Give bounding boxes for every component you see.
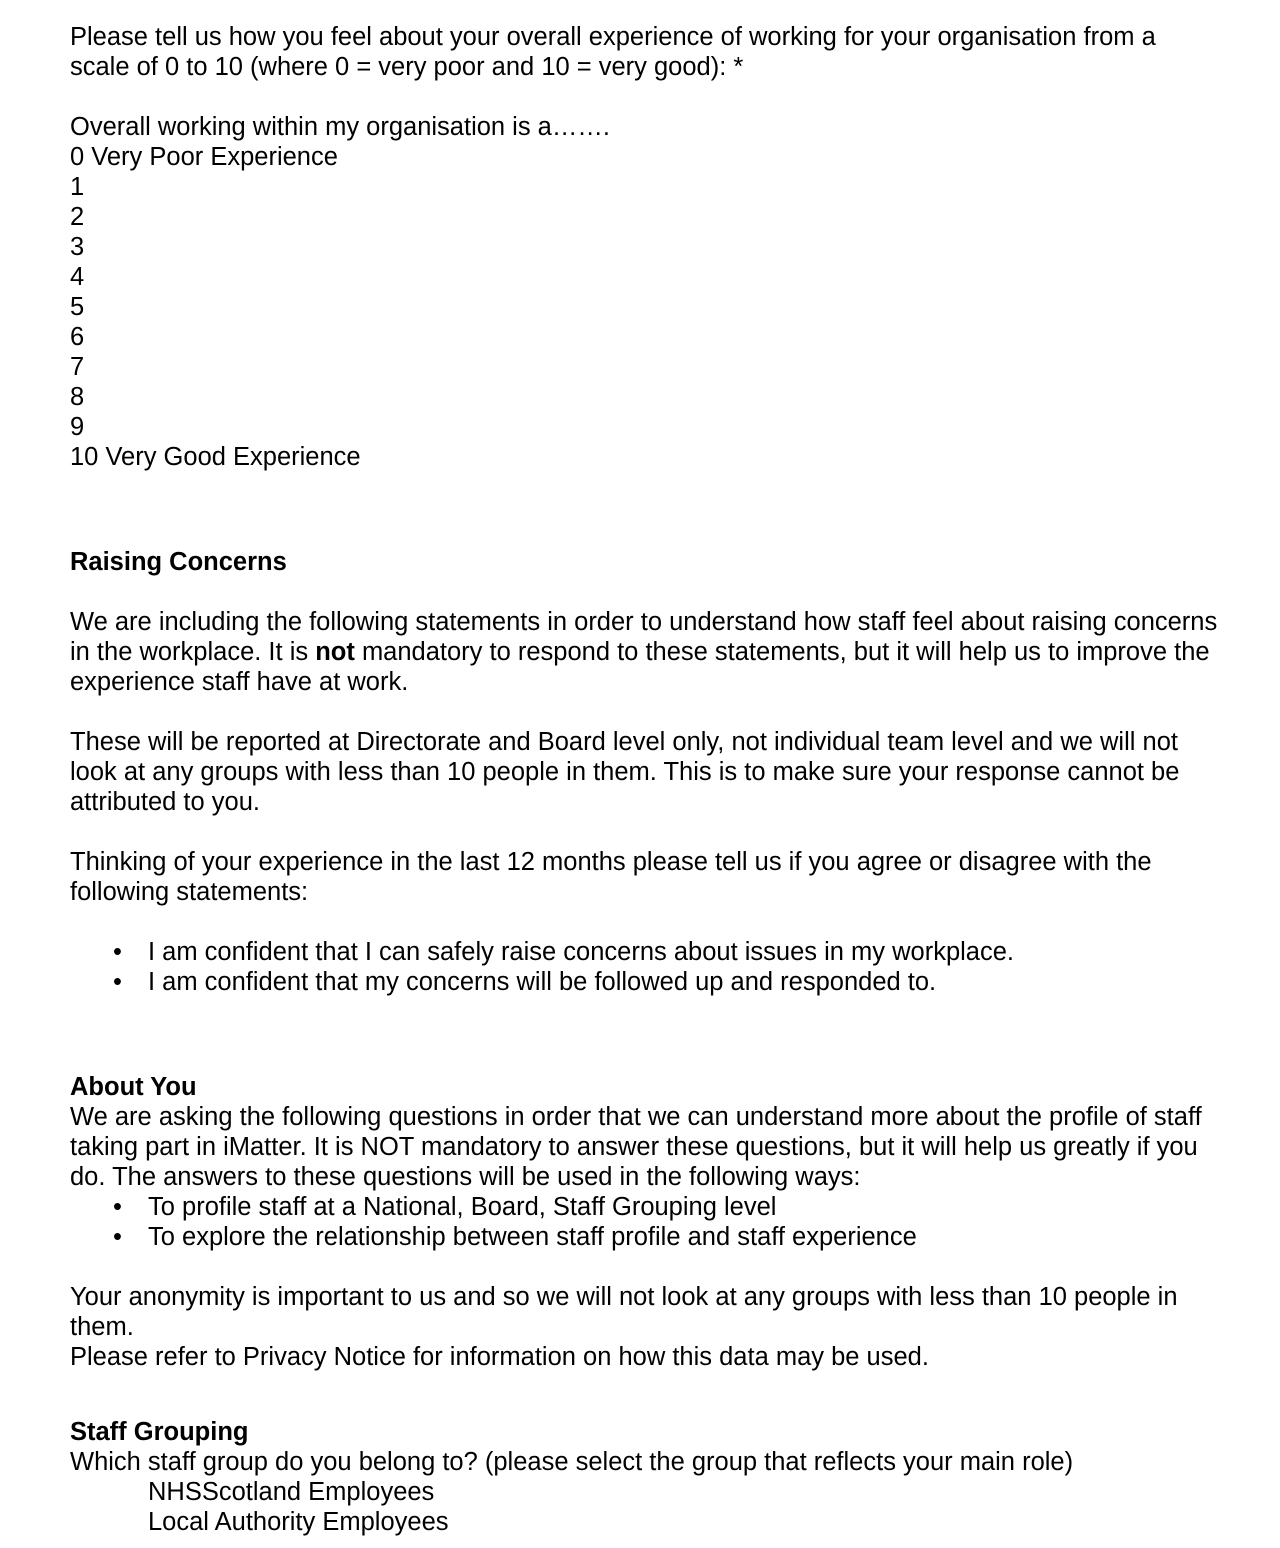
spacer [70,817,1218,847]
about-you-use-1: To profile staff at a National, Board, Staff Grouping level [148,1193,777,1221]
spacer [70,907,1218,937]
list-item [70,1222,1218,1252]
spacer [70,472,1218,502]
spacer [70,577,1218,607]
spacer [70,1372,1218,1402]
spacer [70,1402,1218,1417]
spacer [70,502,1218,532]
overall-experience-stem: Overall working within my organisation is a……. [70,113,610,141]
scale-option-7[interactable]: 7 [70,353,85,381]
about-you-heading: About You [70,1073,197,1101]
staff-grouping-option-local-authority[interactable]: Local Authority Employees [148,1508,449,1536]
section-overall-experience [70,22,1218,472]
raising-concerns-intro-part1: We are including the following statements in order to understand how staff feel about raising concerns in the workplace. It is [70,608,1218,666]
scale-option-5[interactable]: 5 [70,293,85,321]
scale-option-1[interactable]: 1 [70,173,85,201]
list-item [70,937,1218,967]
spacer [70,82,1218,112]
scale-option-list [70,142,1218,472]
scale-option-3[interactable]: 3 [70,233,85,261]
staff-grouping-option-nhsscotland[interactable]: NHSScotland Employees [148,1478,435,1506]
scale-option-10[interactable]: 10 Very Good Experience [70,443,361,471]
section-about-you [70,1072,1218,1372]
about-you-anonymity: Your anonymity is important to us and so we will not look at any groups with less than 10 people in them. [70,1283,1178,1341]
raising-concerns-intro [70,607,1218,697]
bullet-icon: • [113,1193,122,1221]
scale-option-9[interactable]: 9 [70,413,85,441]
about-you-privacy-notice: Please refer to Privacy Notice for information on how this data may be used. [70,1343,929,1371]
spacer [70,1252,1218,1282]
bullet-icon: • [113,968,122,996]
raising-concerns-heading: Raising Concerns [70,548,287,576]
raising-concerns-statement-list [70,937,1218,997]
spacer [70,997,1218,1027]
scale-option-6[interactable]: 6 [70,323,85,351]
list-item [70,1192,1218,1222]
scale-option-4[interactable]: 4 [70,263,85,291]
raising-concerns-statement-1: I am confident that I can safely raise concerns about issues in my workplace. [148,938,1015,966]
spacer [70,532,1218,547]
bullet-icon: • [113,938,122,966]
raising-concerns-instruction: Thinking of your experience in the last 12 months please tell us if you agree or disagree with the following statements: [70,848,1152,906]
about-you-uses-list [70,1192,1218,1252]
scale-option-0[interactable]: 0 Very Poor Experience [70,143,338,171]
section-raising-concerns [70,547,1218,997]
spacer [70,1057,1218,1072]
document-body [70,22,1218,1537]
overall-experience-question: Please tell us how you feel about your overall experience of working for your organisation from a scale of 0 to 10 (where 0 = very poor and 10 = very good): * [70,23,1156,81]
staff-grouping-heading: Staff Grouping [70,1418,249,1446]
spacer [70,1027,1218,1057]
raising-concerns-statement-2: I am confident that my concerns will be followed up and responded to. [148,968,937,996]
scale-option-8[interactable]: 8 [70,383,85,411]
bullet-icon: • [113,1223,122,1251]
scale-option-2[interactable]: 2 [70,203,85,231]
raising-concerns-reporting-note: These will be reported at Directorate and Board level only, not individual team level and we will not look at any groups with less than 10 people in them. This is to make sure your response cannot be attributed to you. [70,728,1180,816]
raising-concerns-intro-part2: mandatory to respond to these statements, but it will help us to improve the experience staff have at work. [70,638,1210,696]
spacer [70,697,1218,727]
list-item [70,967,1218,997]
section-staff-grouping [70,1417,1218,1537]
about-you-intro: We are asking the following questions in order that we can understand more about the profile of staff taking part in iMatter. It is NOT mandatory to answer these questions, but it will help us greatly if you do. The answers to these questions will be used in the following ways: [70,1103,1202,1191]
staff-grouping-question: Which staff group do you belong to? (please select the group that reflects your main role) [70,1448,1074,1476]
about-you-use-2: To explore the relationship between staff profile and staff experience [148,1223,917,1251]
raising-concerns-intro-emphasis: not [315,638,355,666]
